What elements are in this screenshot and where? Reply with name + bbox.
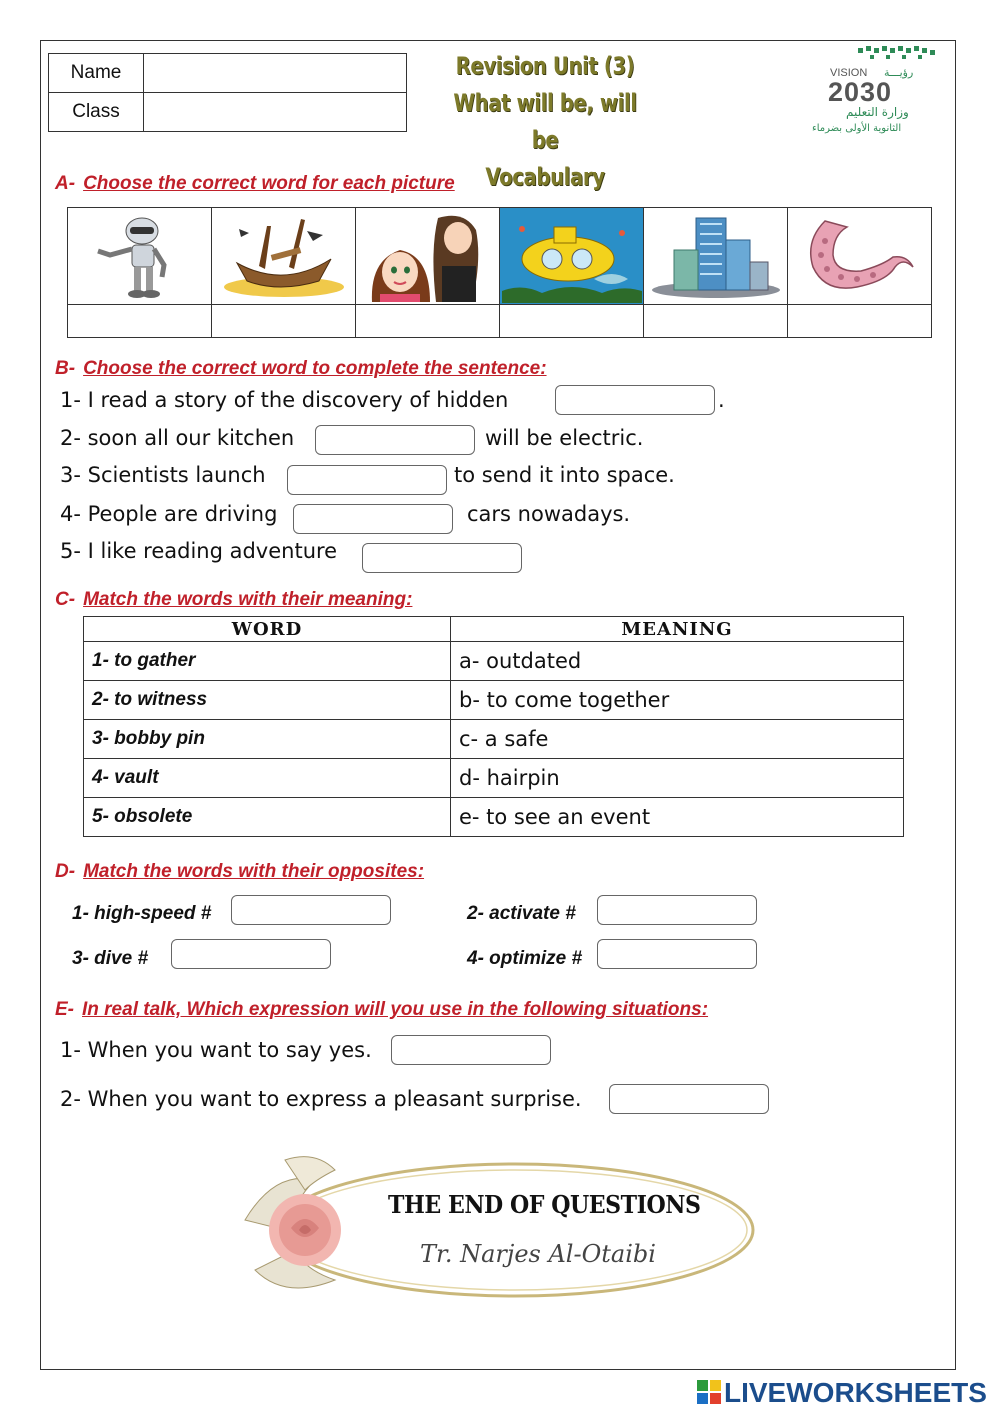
picture-cell-4 bbox=[500, 208, 644, 305]
svg-text:VISION: VISION bbox=[830, 67, 868, 79]
section-a-heading bbox=[55, 173, 455, 195]
meaning-cell[interactable]: b- to come together bbox=[451, 681, 904, 720]
section-c-letter: C- bbox=[55, 589, 76, 610]
opposite-1-label: 1- high-speed # bbox=[72, 903, 212, 924]
meaning-cell[interactable]: c- a safe bbox=[451, 720, 904, 759]
sentence-1-before: 1- I read a story of the discovery of hidden bbox=[60, 388, 509, 412]
name-label: Name bbox=[49, 54, 144, 93]
meaning-cell[interactable]: e- to see an event bbox=[451, 798, 904, 837]
liveworksheets-brand[interactable] bbox=[697, 1377, 987, 1409]
picture-cell-1 bbox=[68, 208, 212, 305]
title-line-2: What will be, will be bbox=[453, 89, 637, 154]
word-cell: 3- bobby pin bbox=[84, 720, 451, 759]
name-class-table bbox=[48, 53, 407, 132]
table-row bbox=[84, 759, 904, 798]
section-b-letter: B- bbox=[55, 358, 76, 379]
picture-answer-4[interactable] bbox=[500, 305, 644, 338]
vision-logo-icon bbox=[806, 44, 946, 136]
picture-answer-2[interactable] bbox=[212, 305, 356, 338]
end-text: THE END OF QUESTIONS bbox=[388, 1190, 701, 1219]
opposite-1-input[interactable] bbox=[231, 895, 391, 925]
col-meaning-header: MEANING bbox=[451, 617, 904, 642]
word-cell: 4- vault bbox=[84, 759, 451, 798]
liveworksheets-logo-icon bbox=[697, 1379, 721, 1403]
robot-icon bbox=[80, 211, 200, 301]
sentence-3-after: to send it into space. bbox=[454, 463, 675, 487]
table-row bbox=[84, 681, 904, 720]
sentence-4-after: cars nowadays. bbox=[467, 502, 631, 526]
sentence-5-before: 5- I like reading adventure bbox=[60, 539, 338, 563]
class-field[interactable] bbox=[144, 93, 407, 132]
picture-answer-3[interactable] bbox=[356, 305, 500, 338]
picture-answer-6[interactable] bbox=[788, 305, 932, 338]
section-e-title: In real talk, Which expression will you use in the following situations: bbox=[82, 999, 709, 1020]
match-table bbox=[83, 616, 904, 837]
word-cell: 1- to gather bbox=[84, 642, 451, 681]
shipwreck-icon bbox=[219, 211, 349, 301]
sentence-4-before: 4- People are driving bbox=[60, 502, 278, 526]
table-row bbox=[84, 720, 904, 759]
teacher-signature: Tr. Narjes Al-Otaibi bbox=[420, 1240, 656, 1268]
section-b-title: Choose the correct word to complete the sentence: bbox=[83, 358, 547, 379]
situation-2-text: 2- When you want to express a pleasant surprise. bbox=[60, 1087, 582, 1111]
sentence-4-input[interactable] bbox=[293, 504, 453, 534]
page-title bbox=[443, 48, 648, 196]
title-line-1: Revision Unit (3) bbox=[455, 52, 635, 80]
rose-icon bbox=[245, 1157, 341, 1288]
word-cell: 5- obsolete bbox=[84, 798, 451, 837]
sentence-1-after: . bbox=[718, 388, 725, 412]
picture-answer-5[interactable] bbox=[644, 305, 788, 338]
section-d-heading bbox=[55, 861, 424, 883]
svg-text:رؤيـــة: رؤيـــة bbox=[884, 66, 914, 79]
table-row bbox=[84, 642, 904, 681]
situation-1-text: 1- When you want to say yes. bbox=[60, 1038, 372, 1062]
table-row bbox=[84, 798, 904, 837]
word-cell: 2- to witness bbox=[84, 681, 451, 720]
svg-text:وزارة التعليم: وزارة التعليم bbox=[846, 105, 909, 119]
name-field[interactable] bbox=[144, 54, 407, 93]
picture-answer-1[interactable] bbox=[68, 305, 212, 338]
sentence-1-input[interactable] bbox=[555, 385, 715, 415]
picture-cell-5 bbox=[644, 208, 788, 305]
section-d-title: Match the words with their opposites: bbox=[83, 861, 425, 882]
opposite-2-input[interactable] bbox=[597, 895, 757, 925]
opposite-3-input[interactable] bbox=[171, 939, 331, 969]
meaning-cell[interactable]: a- outdated bbox=[451, 642, 904, 681]
opposite-2-label: 2- activate # bbox=[467, 903, 576, 924]
section-b-heading bbox=[55, 358, 547, 380]
opposite-3-label: 3- dive # bbox=[72, 948, 149, 969]
opposite-4-input[interactable] bbox=[597, 939, 757, 969]
sentence-2-before: 2- soon all our kitchen bbox=[60, 426, 295, 450]
section-a-letter: A- bbox=[55, 173, 76, 194]
sentence-2-input[interactable] bbox=[315, 425, 475, 455]
svg-text:2030: 2030 bbox=[828, 77, 893, 107]
end-ornament bbox=[225, 1150, 765, 1310]
vision-2030-logo bbox=[806, 44, 946, 136]
picture-cell-6 bbox=[788, 208, 932, 305]
situation-1-input[interactable] bbox=[391, 1035, 551, 1065]
skyscraper-icon bbox=[648, 210, 784, 302]
section-a-title: Choose the correct word for each picture bbox=[83, 173, 455, 194]
sentence-3-before: 3- Scientists launch bbox=[60, 463, 266, 487]
picture-table bbox=[67, 207, 932, 338]
section-d-letter: D- bbox=[55, 861, 76, 882]
section-c-heading bbox=[55, 589, 412, 611]
submarine-icon bbox=[502, 209, 642, 303]
title-line-3: Vocabulary bbox=[485, 163, 605, 191]
hairdresser-icon bbox=[360, 210, 496, 302]
sentence-3-input[interactable] bbox=[287, 465, 447, 495]
sentence-5-input[interactable] bbox=[362, 543, 522, 573]
picture-cell-2 bbox=[212, 208, 356, 305]
svg-text:الثانوية الأولى بضرماء: الثانوية الأولى بضرماء bbox=[812, 123, 902, 134]
tentacle-icon bbox=[795, 211, 925, 301]
section-c-title: Match the words with their meaning: bbox=[83, 589, 413, 610]
section-e-heading bbox=[55, 999, 708, 1021]
opposite-4-label: 4- optimize # bbox=[467, 948, 583, 969]
brand-name: LIVEWORKSHEETS bbox=[724, 1377, 987, 1408]
col-word-header: WORD bbox=[84, 617, 451, 642]
section-e-letter: E- bbox=[55, 999, 74, 1020]
meaning-cell[interactable]: d- hairpin bbox=[451, 759, 904, 798]
class-label: Class bbox=[49, 93, 144, 132]
situation-2-input[interactable] bbox=[609, 1084, 769, 1114]
sentence-2-after: will be electric. bbox=[485, 426, 644, 450]
picture-cell-3 bbox=[356, 208, 500, 305]
